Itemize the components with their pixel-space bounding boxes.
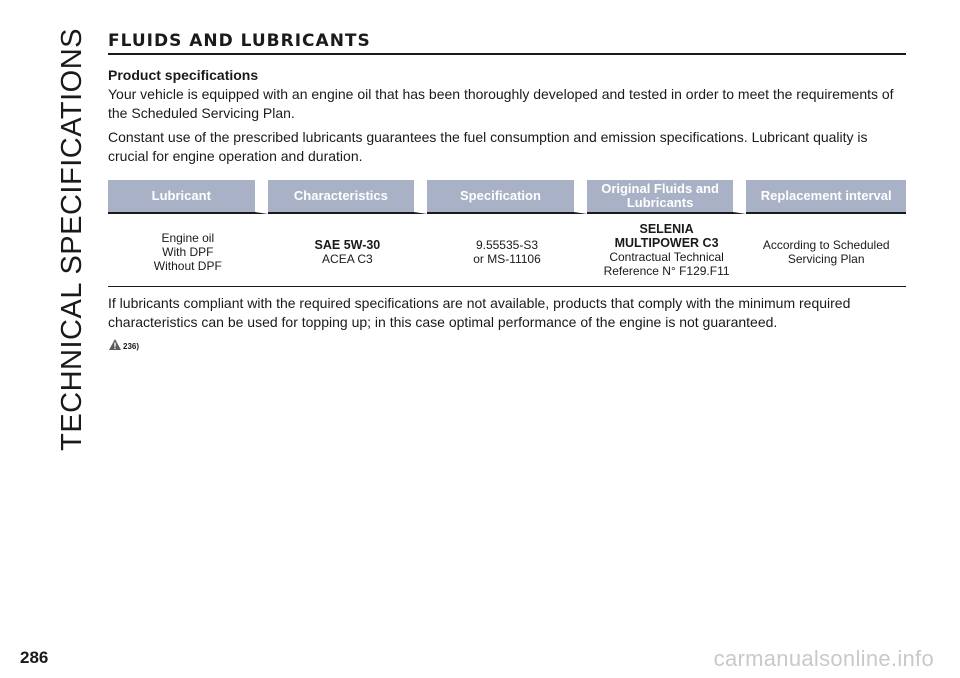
interval-line-1: According to Scheduled (762, 238, 890, 252)
topping-up-paragraph: If lubricants compliant with the required specifications are not available, products that comply with the minimum required characteristics can be used for topping up; in this case optimal performance of the engine is not guaranteed. (108, 295, 851, 330)
page-heading: FLUIDS AND LUBRICANTS (108, 33, 906, 55)
header-lubricant: Lubricant (108, 180, 268, 214)
header-original-fluids (587, 180, 747, 214)
cell-characteristics (268, 214, 428, 287)
lubricants-table (108, 180, 906, 287)
characteristics-acea: ACEA C3 (322, 252, 373, 266)
subheading: Product specifications (108, 67, 259, 83)
cell-replacement-interval (746, 214, 906, 287)
lubricant-name: Engine oil (161, 231, 215, 245)
original-reference-number: Reference N° F129.F11 (603, 264, 730, 278)
interval-line-2: Servicing Plan (787, 252, 865, 266)
header-characteristics: Characteristics (268, 180, 428, 214)
lubricant-variant-dpf: With DPF (162, 245, 214, 259)
cell-specification (427, 214, 587, 287)
header-replacement-interval: Replacement interval (746, 180, 906, 214)
section-side-title: TECHNICAL SPECIFICATIONS (56, 28, 88, 451)
page-content (108, 33, 906, 351)
warning-reference[interactable] (108, 338, 906, 351)
specification-alt: or MS-11106 (473, 252, 541, 266)
warning-triangle-icon (108, 338, 122, 351)
table-header-row (108, 180, 906, 214)
table-row (108, 214, 906, 287)
lubricant-variant-no-dpf: Without DPF (153, 259, 222, 273)
warning-reference-number: 236) (123, 342, 140, 351)
original-brand: SELENIA (639, 222, 694, 236)
header-specification: Specification (427, 180, 587, 214)
specification-primary: 9.55535-S3 (475, 238, 539, 252)
page-number: 286 (20, 648, 49, 667)
cell-lubricant (108, 214, 268, 287)
header-original-fluids-label: Original Fluids and Lubricants (601, 181, 719, 210)
intro-paragraph-1: Your vehicle is equipped with an engine oil that has been thoroughly developed and tested in order to meet the requirements of the Scheduled Servicing Plan. (108, 86, 894, 121)
characteristics-grade: SAE 5W-30 (314, 238, 381, 252)
cell-original-fluids (587, 214, 747, 287)
intro-paragraph-2: Constant use of the prescribed lubricants guarantees the fuel consumption and emission specifications. Lubricant quality is crucial for engine operation and duration. (108, 129, 868, 164)
watermark-text: carmanualsonline.info (713, 646, 934, 671)
original-reference-label: Contractual Technical (609, 250, 724, 264)
original-product: MULTIPOWER C3 (614, 236, 719, 250)
